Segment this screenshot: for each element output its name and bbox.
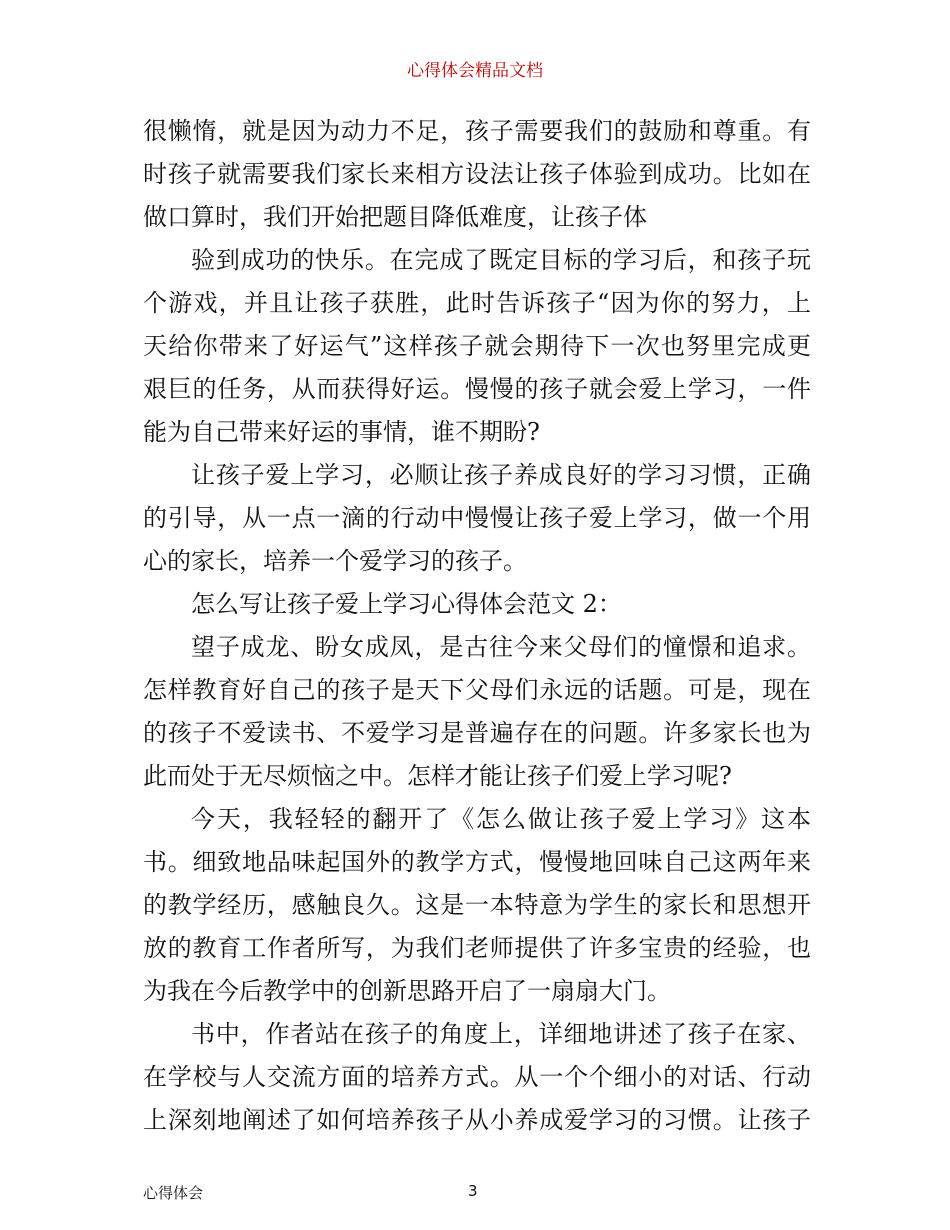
text-line: 在学校与人交流方面的培养方式。从一个个细小的对话、行动: [143, 1063, 811, 1091]
text-line: 的孩子不爱读书、不爱学习是普遍存在的问题。许多家长也为: [143, 719, 811, 747]
document-body: [143, 110, 811, 1142]
text-line: 此而处于无尽烦恼之中。怎样才能让孩子们爱上学习呢?: [143, 762, 732, 790]
text-line: 时孩子就需要我们家长来相方设法让孩子体验到成功。比如在: [143, 160, 811, 188]
text-line: 今天，我轻轻的翻开了《怎么做让孩子爱上学习》这本: [191, 805, 811, 833]
text-line: 书中，作者站在孩子的角度上，详细地讲述了孩子在家、: [191, 1020, 811, 1048]
text-line: 书。细致地品味起国外的教学方式，慢慢地回味自己这两年来: [143, 848, 811, 876]
text-line: 个游戏，并且让孩子获胜，此时告诉孩子“因为你的努力，上: [143, 289, 811, 317]
text-line: 怎样教育好自己的孩子是天下父母们永远的话题。可是，现在: [143, 676, 811, 704]
text-line: 为我在今后教学中的创新思路开启了一扇扇大门。: [143, 977, 671, 1005]
text-line: 望子成龙、盼女成凤，是古往今来父母们的憧憬和追求。: [191, 633, 811, 661]
text-line: 很懒惰，就是因为动力不足，孩子需要我们的鼓励和尊重。有: [143, 117, 811, 145]
page-number: 3: [468, 1182, 478, 1200]
text-line: 心的家长，培养一个爱学习的孩子。: [143, 547, 527, 575]
text-line: 天给你带来了好运气”这样孩子就会期待下一次也努里完成更: [143, 332, 811, 360]
text-line: 验到成功的快乐。在完成了既定目标的学习后，和孩子玩: [191, 246, 811, 274]
text-line: 能为自己带来好运的事情，谁不期盼?: [143, 418, 540, 446]
text-line: 怎么写让孩子爱上学习心得体会范文 2：: [191, 590, 622, 618]
footer-label: 心得体会: [143, 1184, 204, 1202]
text-line: 放的教育工作者所写，为我们老师提供了许多宝贵的经验，也: [143, 934, 811, 962]
text-line: 让孩子爱上学习，必顺让孩子养成良好的学习习惯，正确: [191, 461, 811, 489]
text-line: 做口算时，我们开始把题目降低难度，让孩子体: [143, 203, 647, 231]
text-line: 艰巨的任务，从而获得好运。慢慢的孩子就会爱上学习，一件: [143, 375, 811, 403]
text-line: 的教学经历，感触良久。这是一本特意为学生的家长和思想开: [143, 891, 811, 919]
text-line: 上深刻地阐述了如何培养孩子从小养成爱学习的习惯。让孩子: [143, 1106, 811, 1134]
page-header-title: 心得体会精品文档: [407, 61, 543, 81]
text-line: 的引导，从一点一滴的行动中慢慢让孩子爱上学习，做一个用: [143, 504, 811, 532]
